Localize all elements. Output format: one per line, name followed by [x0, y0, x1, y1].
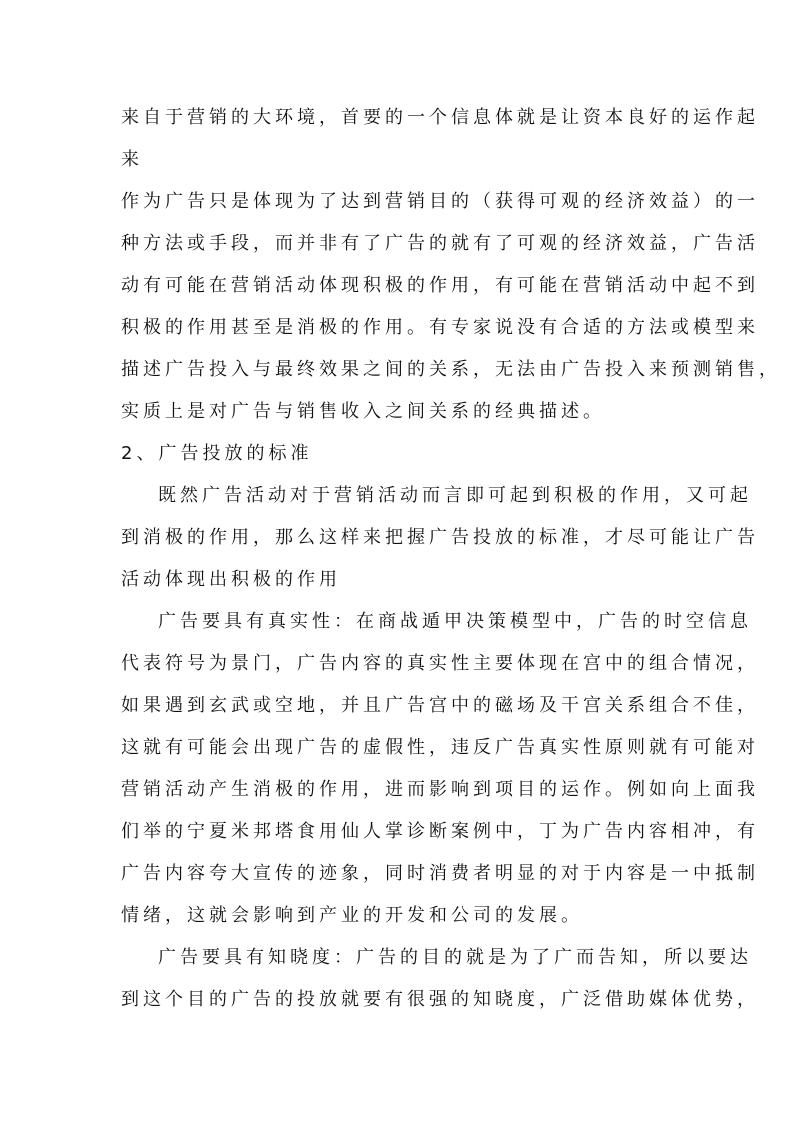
text-line: 来 [121, 149, 143, 170]
text-line: 到消极的作用，那么这样来把握广告投放的标准，才尽可能让广告 [121, 527, 759, 548]
text-line: 描述广告投入与最终效果之间的关系，无法由广告投入来预测销售， [121, 359, 781, 380]
text-line: 来自于营销的大环境，首要的一个信息体就是让资本良好的运作起 [121, 107, 759, 128]
text-line: 作为广告只是体现为了达到营销目的（获得可观的经济效益）的一 [121, 191, 759, 212]
text-line: 积极的作用甚至是消极的作用。有专家说没有合适的方法或模型来 [121, 317, 759, 338]
text-line: 广告内容夸大宣传的迹象，同时消费者明显的对于内容是一中抵制 [121, 863, 759, 884]
text-line: 情绪，这就会影响到产业的开发和公司的发展。 [121, 905, 583, 926]
text-line: 代表符号为景门，广告内容的真实性主要体现在宫中的组合情况， [121, 653, 759, 674]
text-line: 到这个目的广告的投放就要有很强的知晓度，广泛借助媒体优势， [121, 989, 759, 1010]
text-line: 们举的宁夏米邦塔食用仙人掌诊断案例中，丁为广告内容相冲，有 [121, 821, 759, 842]
paragraph-first-line: 既然广告活动对于营销活动而言即可起到积极的作用，又可起 [158, 485, 752, 506]
paragraph-first-line: 广告要具有知晓度：广告的目的就是为了广而告知，所以要达 [158, 947, 752, 968]
text-line: 营销活动产生消极的作用，进而影响到项目的运作。例如向上面我 [121, 779, 759, 800]
paragraph-first-line: 广告要具有真实性：在商战遁甲决策模型中，广告的时空信息 [158, 611, 752, 632]
section-heading: 2、广告投放的标准 [121, 443, 313, 464]
text-line: 实质上是对广告与销售收入之间关系的经典描述。 [121, 401, 605, 422]
text-line: 动有可能在营销活动体现积极的作用，有可能在营销活动中起不到 [121, 275, 759, 296]
text-line: 这就有可能会出现广告的虚假性，违反广告真实性原则就有可能对 [121, 737, 759, 758]
text-line: 如果遇到玄武或空地，并且广告宫中的磁场及干宫关系组合不佳， [121, 695, 759, 716]
text-line: 种方法或手段，而并非有了广告的就有了可观的经济效益，广告活 [121, 233, 759, 254]
text-line: 活动体现出积极的作用 [121, 569, 341, 590]
